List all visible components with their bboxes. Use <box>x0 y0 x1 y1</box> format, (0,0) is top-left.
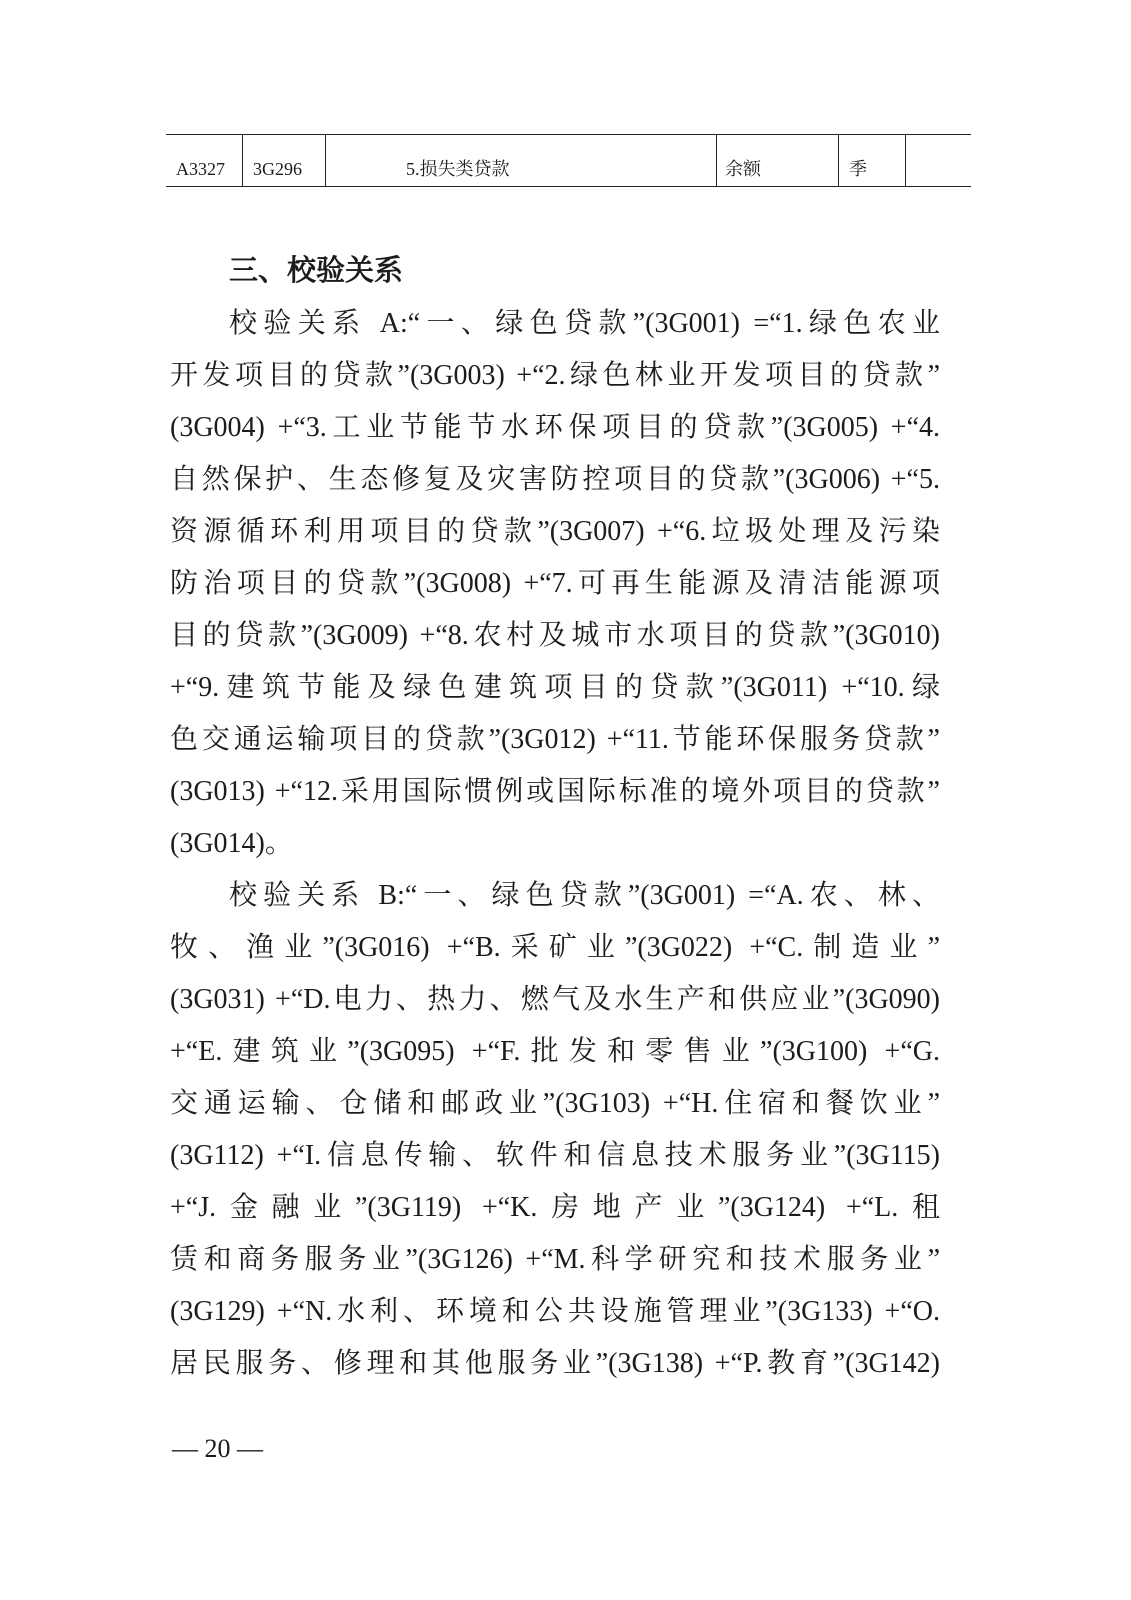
rule-b-line: 牧、渔业”(3G016) +“B.采矿业”(3G022) +“C.制造业” <box>170 932 940 963</box>
measure-cell: 余额 <box>716 135 838 186</box>
rule-a-line: (3G014)。 <box>170 828 293 859</box>
rule-a-line: 资源循环利用项目的贷款”(3G007) +“6.垃圾处理及污染 <box>170 516 940 547</box>
rule-a-line: 防治项目的贷款”(3G008) +“7.可再生能源及清洁能源项 <box>170 568 940 599</box>
rule-a-line: 自然保护、生态修复及灾害防控项目的贷款”(3G006) +“5. <box>170 464 940 495</box>
rule-a-line: (3G004) +“3.工业节能节水环保项目的贷款”(3G005) +“4. <box>170 412 940 443</box>
validation-rule-b <box>170 870 940 1390</box>
indicator-code-cell: 3G296 <box>242 135 325 186</box>
rule-a-line: 开发项目的贷款”(3G003) +“2.绿色林业开发项目的贷款” <box>170 360 940 391</box>
item-code-cell: A3327 <box>176 159 225 179</box>
indicator-table <box>166 134 971 187</box>
empty-cell <box>905 135 971 186</box>
rule-b-line: +“J.金融业”(3G119) +“K.房地产业”(3G124) +“L.租 <box>170 1192 940 1223</box>
rule-b-line: (3G129) +“N.水利、环境和公共设施管理业”(3G133) +“O. <box>170 1296 940 1327</box>
validation-rule-a <box>170 298 940 870</box>
rule-b-line: +“E.建筑业”(3G095) +“F.批发和零售业”(3G100) +“G. <box>170 1036 940 1067</box>
section-heading: 三、校验关系 <box>229 255 404 287</box>
section-body <box>170 298 940 1390</box>
item-name-cell: 5.损失类贷款 <box>325 135 716 186</box>
table-row <box>166 135 971 186</box>
rule-b-line: 赁和商务服务业”(3G126) +“M.科学研究和技术服务业” <box>170 1244 940 1275</box>
rule-a-line: 校验关系 A:“一、绿色贷款”(3G001) =“1.绿色农业 <box>229 308 940 339</box>
rule-b-line: (3G112) +“I.信息传输、软件和信息技术服务业”(3G115) <box>170 1140 940 1171</box>
rule-a-line: +“9.建筑节能及绿色建筑项目的贷款”(3G011) +“10.绿 <box>170 672 940 703</box>
rule-a-line: (3G013) +“12.采用国际惯例或国际标准的境外项目的贷款” <box>170 776 940 807</box>
page-number: — 20 — <box>172 1434 263 1463</box>
rule-b-line: 居民服务、修理和其他服务业”(3G138) +“P.教育”(3G142) <box>170 1348 940 1379</box>
rule-a-line: 色交通运输项目的贷款”(3G012) +“11.节能环保服务贷款” <box>170 724 940 755</box>
rule-b-line: 校验关系 B:“一、绿色贷款”(3G001) =“A.农、林、 <box>229 880 940 911</box>
rule-b-line: 交通运输、仓储和邮政业”(3G103) +“H.住宿和餐饮业” <box>170 1088 940 1119</box>
rule-a-line: 目的贷款”(3G009) +“8.农村及城市水项目的贷款”(3G010) <box>170 620 940 651</box>
rule-b-line: (3G031) +“D.电力、热力、燃气及水生产和供应业”(3G090) <box>170 984 940 1015</box>
frequency-cell: 季 <box>838 135 905 186</box>
